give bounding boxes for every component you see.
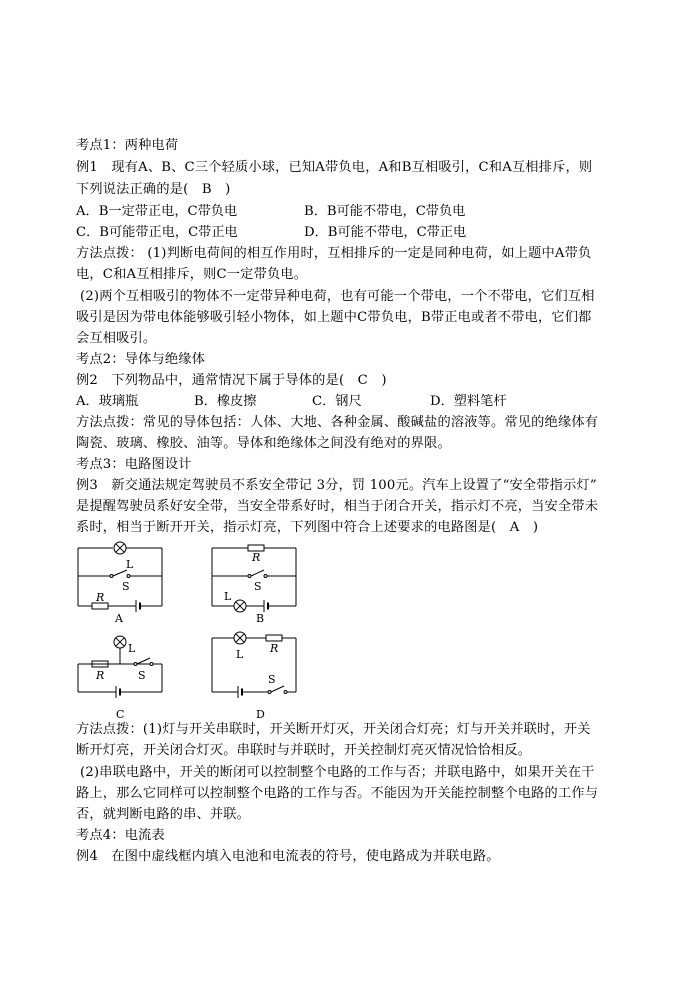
circuit-b-lamp-label: L: [224, 590, 232, 603]
option-c: C．钢尺: [312, 394, 362, 409]
circuit-c-resistor-label: R: [96, 669, 105, 682]
method-3-line-3: (2)串联电路中，开关的断闭可以控制整个电路的工作与否；并联电路中，如果开关在干: [80, 765, 595, 780]
circuit-b-switch-label: S: [254, 580, 262, 593]
circuit-diagrams-right: [204, 540, 324, 721]
example-4-line: 例4 在图中虚线框内填入电池和电流表的符号，使电路成为并联电路。: [76, 849, 500, 864]
section-heading-2: 考点2：导体与绝缘体: [76, 352, 206, 367]
circuit-c-lamp-label: L: [128, 642, 136, 655]
example-1-line-2: 下列说法正确的是( B ): [76, 182, 231, 197]
option-d: D．塑料笔杆: [430, 394, 507, 409]
method-1-line-3: (2)两个互相吸引的物体不一定带异种电荷，也有可能一个带电，一个不带电，它们互相: [80, 289, 595, 304]
example-3-line-1: 例3 新交通法规定驾驶员不系安全带记 3分，罚 100元。汽车上设置了“安全带指示灯”: [76, 478, 597, 493]
resistor-symbol: [266, 635, 282, 641]
circuit-c-switch-label: S: [138, 669, 146, 682]
circuit-b-caption: B: [256, 612, 265, 625]
option-c: C．B可能带正电，C带正电: [76, 225, 238, 240]
circuit-a-lamp-label: L: [126, 558, 134, 571]
circuit-d-caption: D: [256, 708, 265, 721]
method-3-line-1: 方法点拨：(1)灯与开关串联时，开关断开灯灭，开关闭合灯亮；灯与开关并联时，开关: [76, 722, 591, 737]
circuit-b-resistor-label: R: [252, 551, 261, 564]
method-1-line-1: 方法点拨： (1)判断电荷间的相互作用时，互相排斥的一定是同种电荷，如上题中A带负: [76, 246, 592, 261]
section-heading-3: 考点3：电路图设计: [76, 457, 192, 472]
circuit-a-caption: A: [115, 612, 123, 625]
circuit-d-resistor-label: R: [270, 642, 279, 655]
circuit-c: [78, 636, 162, 698]
option-b: B．B可能不带电，C带负电: [304, 204, 466, 219]
method-3-line-2: 断开灯亮，开关闭合灯灭。串联时与并联时，开关控制灯亮灭情况恰恰相反。: [76, 743, 532, 758]
method-1-line-2: 电，C和A互相排斥，则C一定带负电。: [76, 267, 308, 282]
circuit-a-resistor-label: R: [96, 591, 105, 604]
example-1-line-1: 例1 现有A、B、C三个轻质小球，已知A带负电，A和B互相吸引，C和A互相排斥，则: [76, 160, 593, 175]
method-1-line-4: 吸引是因为带电体能够吸引轻小物体，如上题中C带负电，B带正电或者不带电，它们都: [76, 310, 592, 325]
option-a: A．玻璃瓶: [76, 394, 139, 409]
example-3-line-3: 系时，相当于断开开关，指示灯亮，下列图中符合上述要求的电路图是( A ): [76, 520, 539, 535]
section-heading-4: 考点4：电流表: [76, 828, 165, 843]
circuit-d-lamp-label: L: [236, 648, 244, 661]
circuit-c-caption: C: [116, 708, 125, 721]
section-heading-1: 考点1：两种电荷: [76, 138, 179, 153]
example-2-line: 例2 下列物品中，通常情况下属于导体的是( C ): [76, 373, 387, 388]
method-1-line-5: 会互相吸引。: [76, 331, 157, 346]
method-3-line-5: 否，就判断电路的串、并联。: [76, 807, 251, 822]
option-a: A．B一定带正电，C带负电: [76, 204, 238, 219]
option-d: D．B可能不带电，C带正电: [304, 225, 467, 240]
circuit-a: [78, 542, 162, 612]
circuit-d: [212, 632, 296, 698]
option-b: B．橡皮擦: [194, 394, 257, 409]
method-2-line-1: 方法点拨：常见的导体包括：人体、大地、各种金属、酸碱盐的溶液等。常见的绝缘体有: [76, 415, 599, 430]
circuit-a-switch-label: S: [122, 580, 130, 593]
circuit-d-switch-label: S: [268, 673, 276, 686]
method-3-line-4: 路上，那么它同样可以控制整个电路的工作与否。不能因为开关能控制整个电路的工作与: [76, 786, 599, 801]
method-2-line-2: 陶瓷、玻璃、橡胶、油等。导体和绝缘体之间没有绝对的界限。: [76, 436, 451, 451]
example-3-line-2: 是提醒驾驶员系好安全带，当安全带系好时，相当于闭合开关，指示灯不亮，当安全带未: [76, 499, 599, 514]
